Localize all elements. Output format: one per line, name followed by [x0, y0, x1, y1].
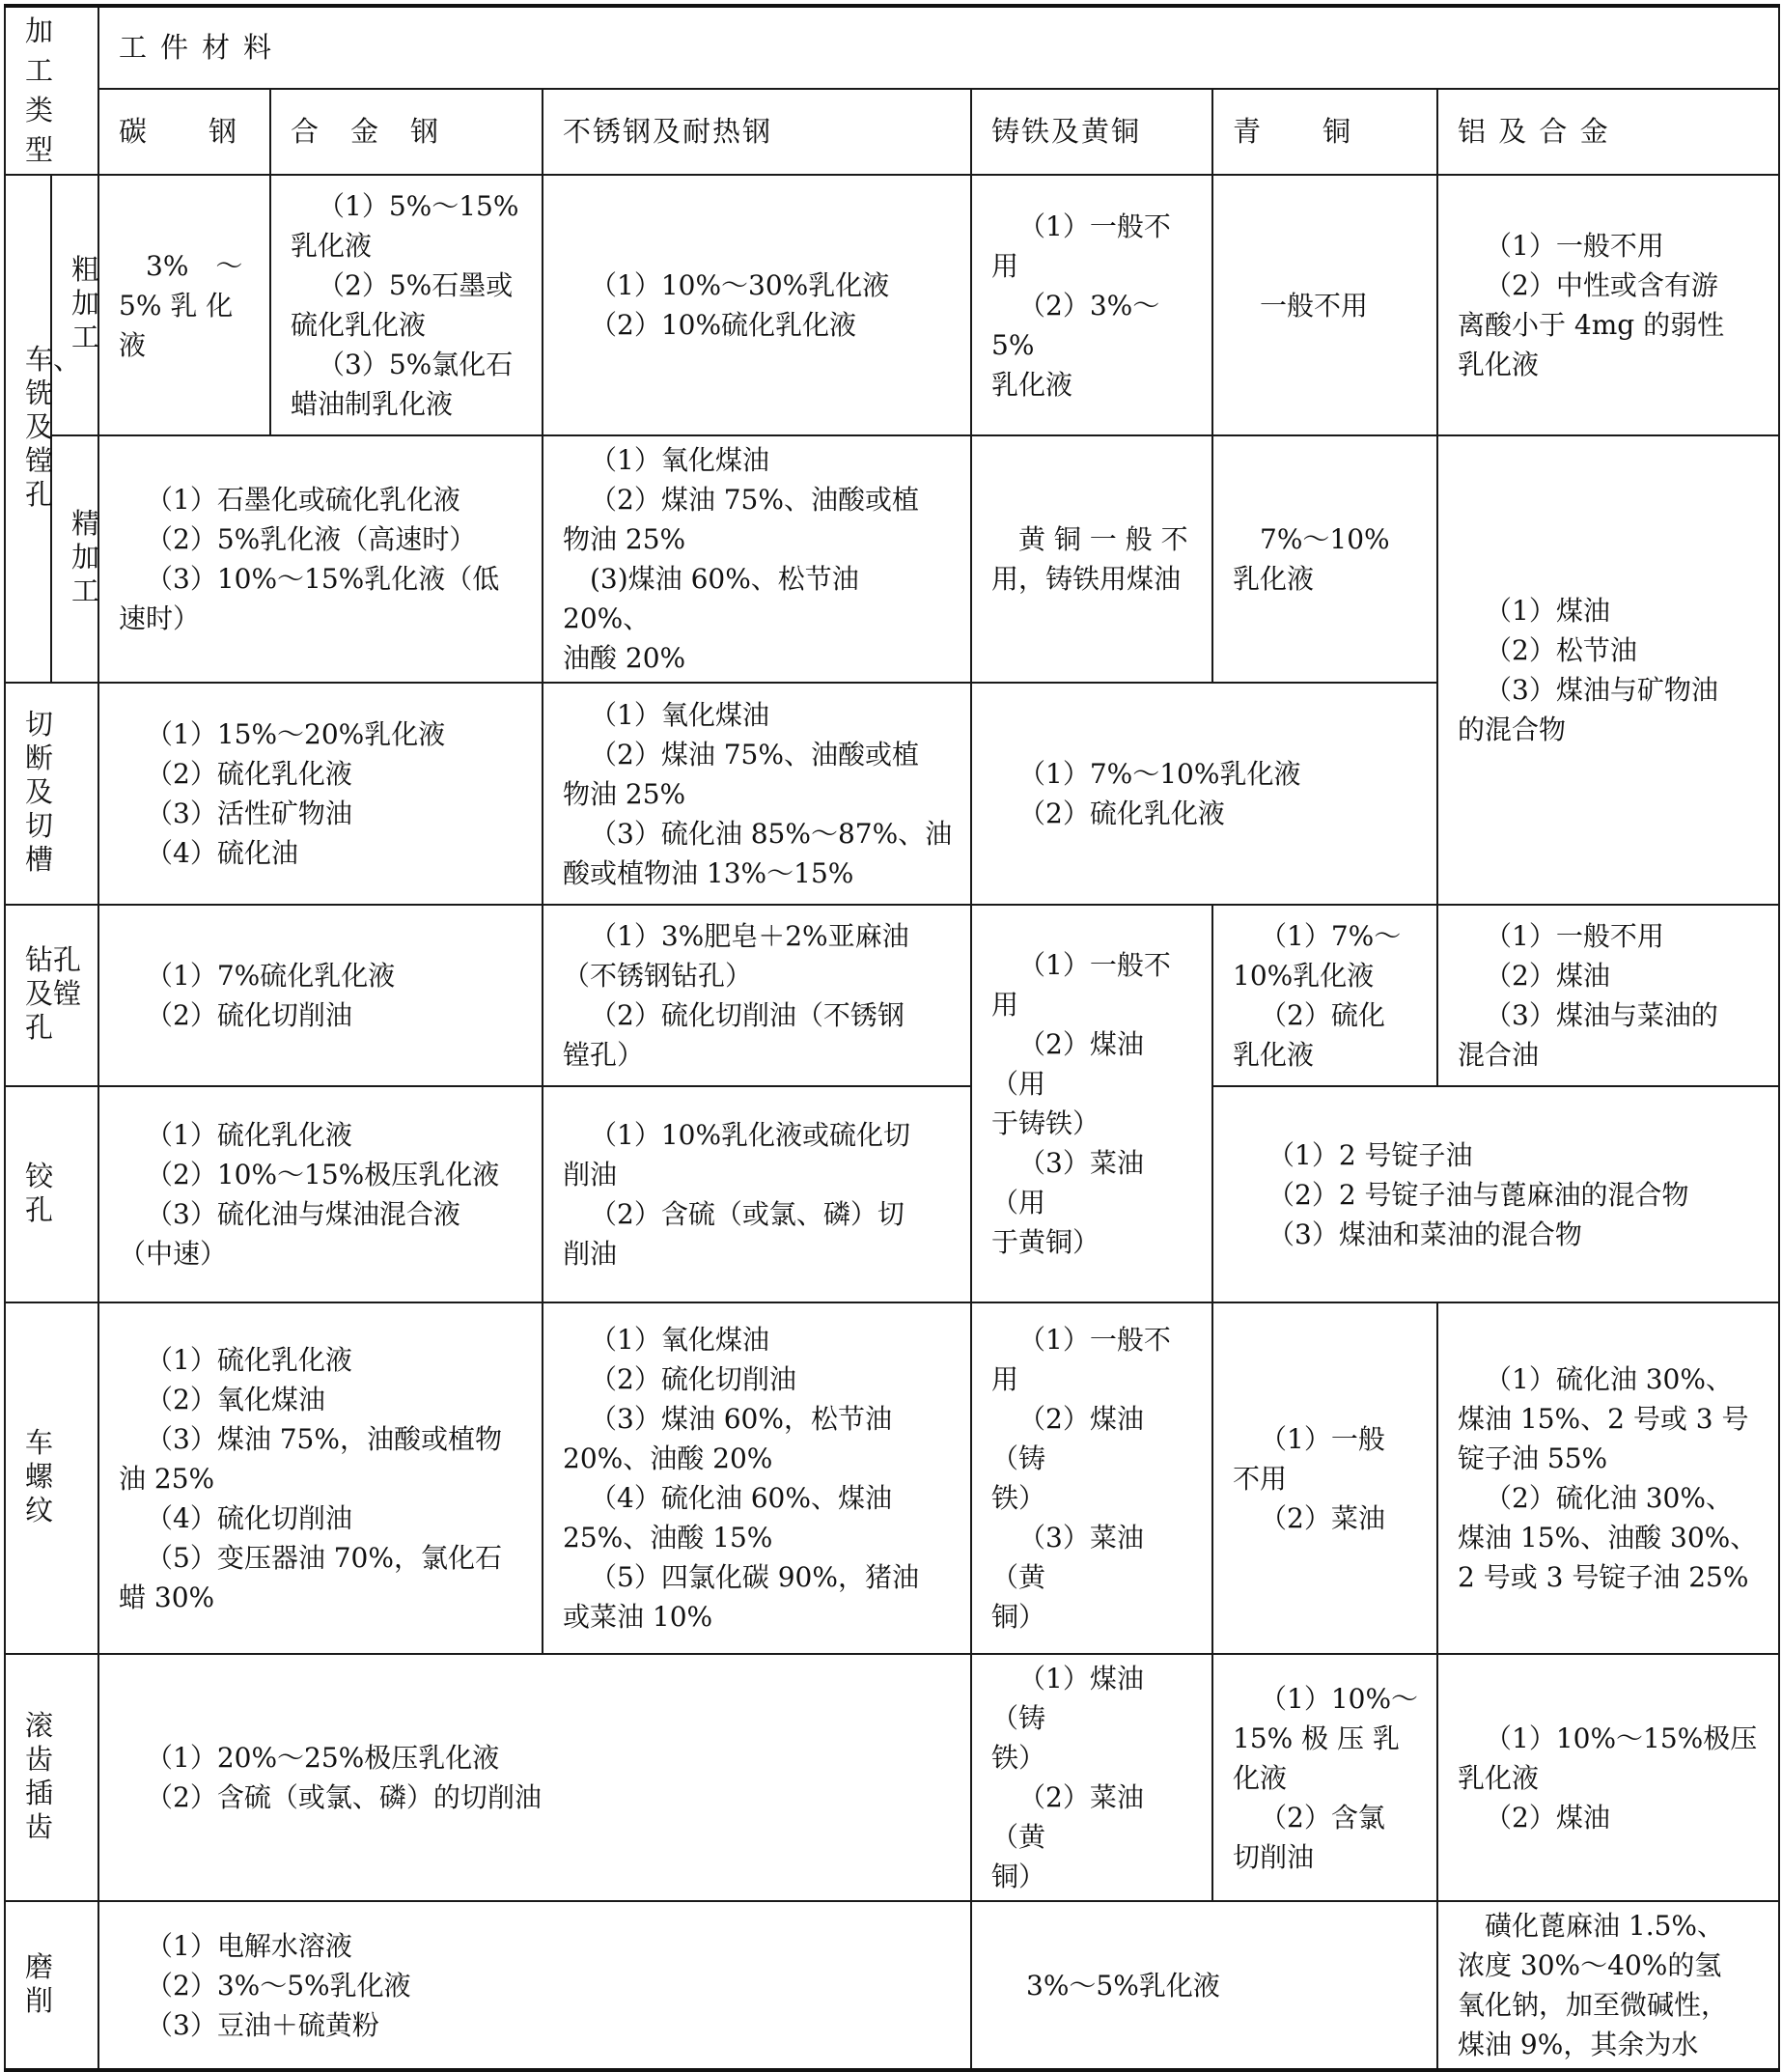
cell-drilling-stainless	[543, 905, 971, 1086]
header-line: 加 工	[25, 14, 56, 87]
cell-rough-bronze	[1212, 175, 1437, 435]
cell-line: （3）菜油（用	[991, 1147, 1144, 1218]
cell-line: （2）氧化煤油	[146, 1383, 325, 1415]
cell-line: （3）煤油与菜油的	[1485, 999, 1718, 1031]
cell-line: （1）煤油	[1485, 595, 1610, 627]
cell-line: （2）煤油 75%、油酸或植	[590, 484, 919, 516]
process-type-header	[5, 6, 98, 175]
cell-line: （1）3%肥皂＋2%亚麻油	[590, 920, 909, 952]
cell-line: （2）煤油（用	[991, 1028, 1144, 1100]
cell-line: （2）菜油	[1260, 1501, 1385, 1534]
cell-line: 煤油 15%、2 号或 3 号	[1458, 1403, 1749, 1435]
cell-line: （1）7%～	[1260, 920, 1402, 952]
cell-rough-stainless	[543, 175, 971, 435]
cell-line: （2）煤油（铸	[991, 1403, 1144, 1474]
cell-line: 蜡 30%	[119, 1581, 215, 1613]
cell-line: （2）硫化乳化液	[146, 758, 352, 790]
cell-line: （2）2 号锭子油与蓖麻油的混合物	[1267, 1178, 1689, 1211]
row-label-grinding: 磨削	[5, 1901, 98, 2070]
cell-fine-cutoff-aluminum	[1437, 435, 1779, 905]
cell-line: 物油 25%	[563, 777, 686, 810]
row-label-turning: 车、铣及镗孔	[5, 175, 51, 683]
cell-line: （1）电解水溶液	[146, 1929, 352, 1962]
cell-line: （2）煤油	[1485, 960, 1610, 992]
cell-drilling-carbon-alloy	[98, 905, 543, 1086]
cell-rough-alloy	[270, 175, 543, 435]
cell-line: 用，铸铁用煤油	[991, 563, 1182, 595]
cutting-fluid-table	[4, 4, 1780, 2072]
cell-line: （3）豆油＋硫黄粉	[146, 2008, 379, 2041]
cell-line: 硫化乳化液	[291, 309, 427, 341]
cell-line: （4）硫化油	[146, 837, 298, 869]
col-header-cast-iron-brass: 铸铁及黄铜	[971, 89, 1212, 175]
cell-line: 乳化液	[1458, 349, 1540, 380]
cell-line: （2）5%石墨或	[318, 269, 514, 301]
cell-line: （2）5%乳化液（高速时）	[146, 523, 477, 555]
cell-line: （3）煤油和菜油的混合物	[1267, 1218, 1582, 1250]
cell-line: （2）3%～5%乳化液	[146, 1969, 411, 2002]
cell-line: 削油	[563, 1159, 618, 1190]
cell-line: 乳化液	[991, 368, 1073, 401]
cell-gear-cast	[971, 1654, 1212, 1901]
cell-gear-carbon-stainless	[98, 1654, 971, 1901]
cell-fine-cast	[971, 435, 1212, 683]
cell-line: （2）硫化乳化液	[1018, 798, 1225, 829]
cell-threading-cast	[971, 1302, 1212, 1654]
cell-cutoff-stainless	[543, 683, 971, 905]
row-label-reaming: 铰孔	[5, 1086, 98, 1302]
cell-line: （4）硫化油 60%、煤油	[590, 1482, 892, 1514]
cell-line: （1）10%乳化液或硫化切	[590, 1119, 911, 1151]
cell-line: （1）硫化油 30%、	[1485, 1363, 1733, 1395]
cell-line: 15% 极 压 乳	[1233, 1722, 1400, 1754]
row-label-drilling: 钻孔及镗孔	[5, 905, 98, 1086]
cell-reaming-stainless	[543, 1086, 971, 1302]
cell-line: （1）7%硫化乳化液	[146, 960, 396, 992]
cell-cutoff-carbon-alloy	[98, 683, 543, 905]
cell-line: （中速）	[119, 1238, 228, 1270]
cell-line: （1）一般不	[1018, 949, 1171, 981]
cell-line: （5）变压器油 70%，氯化石	[146, 1541, 502, 1574]
cell-line: （1）15%～20%乳化液	[146, 718, 446, 750]
cell-line: 一般不用	[1260, 289, 1369, 322]
cell-line: （2）10%硫化乳化液	[590, 309, 857, 341]
cell-line: 离酸小于 4mg 的弱性	[1458, 309, 1725, 341]
cell-line: （1）2 号锭子油	[1267, 1138, 1473, 1171]
cell-line: 的混合物	[1458, 714, 1567, 745]
cell-line: （2）含硫（或氯、磷）切	[590, 1198, 905, 1230]
cell-line: 化液	[1233, 1761, 1288, 1794]
cell-grinding-carbon-stainless	[98, 1901, 971, 2070]
cell-line: （3）活性矿物油	[146, 798, 352, 829]
cell-line: 乳化液	[1233, 1039, 1315, 1071]
cell-line: （1）硫化乳化液	[146, 1119, 352, 1151]
cell-line: （3）煤油 60%，松节油	[590, 1403, 892, 1435]
cell-fine-stainless	[543, 435, 971, 683]
cell-line: （5）四氯化碳 90%，猪油	[590, 1561, 919, 1593]
cell-fine-carbon-alloy	[98, 435, 543, 683]
cell-line: 2 号或 3 号锭子油 25%	[1458, 1561, 1749, 1593]
cell-line: （3）5%氯化石	[318, 349, 514, 380]
cell-line: 25%、油酸 15%	[563, 1522, 773, 1554]
cell-reaming-bronze-aluminum	[1212, 1086, 1779, 1302]
cell-threading-stainless	[543, 1302, 971, 1654]
row-label-cutoff: 切断及切槽	[5, 683, 98, 905]
col-header-stainless-steel: 不锈钢及耐热钢	[543, 89, 971, 175]
cell-line: 不用	[1233, 1462, 1288, 1495]
cell-line: （2）含硫（或氯、磷）的切削油	[146, 1781, 542, 1813]
col-header-carbon-steel: 碳 钢	[98, 89, 270, 175]
cell-rough-carbon	[98, 175, 270, 435]
cell-rough-cast	[971, 175, 1212, 435]
cell-reaming-carbon-alloy	[98, 1086, 543, 1302]
cell-grinding-aluminum	[1437, 1901, 1779, 2070]
cell-line: （2）中性或含有游	[1485, 269, 1718, 301]
cell-line: 混合油	[1458, 1039, 1540, 1071]
cell-line: （不锈钢钻孔）	[563, 960, 753, 992]
cell-line: 20%、油酸 20%	[563, 1442, 773, 1474]
cell-line: 于黄铜）	[991, 1226, 1100, 1258]
cell-line: （4）硫化切削油	[146, 1501, 352, 1534]
cell-line: 镗孔）	[563, 1039, 645, 1071]
cell-line: 或菜油 10%	[563, 1601, 713, 1633]
cell-line: （2）煤油	[1485, 1801, 1610, 1834]
row-sublabel-fine: 精加工	[51, 435, 98, 683]
cell-line: （2）菜油（黄	[991, 1781, 1144, 1853]
cell-line: （2）松节油	[1485, 634, 1637, 666]
cell-line: （1）一般	[1260, 1422, 1385, 1455]
cell-fine-bronze	[1212, 435, 1437, 683]
cell-line: 黄 铜 一 般 不	[1018, 523, 1188, 555]
cell-line: 铜）	[991, 1601, 1046, 1633]
cell-gear-aluminum	[1437, 1654, 1779, 1901]
cell-line: (3)煤油 60%、松节油 20%、	[563, 563, 859, 634]
cell-drilling-bronze	[1212, 905, 1437, 1086]
cell-threading-aluminum	[1437, 1302, 1779, 1654]
cell-threading-carbon-alloy	[98, 1302, 543, 1654]
cell-line: 铁）	[991, 1482, 1046, 1514]
cell-line: （1）煤油（铸	[991, 1663, 1144, 1734]
cell-line: 酸或植物油 13%～15%	[563, 856, 854, 889]
cell-line: 煤油 15%、油酸 30%、	[1458, 1522, 1758, 1554]
cell-line: （1）5%～15%	[318, 190, 519, 222]
cell-line: （3）硫化油与煤油混合液	[146, 1198, 460, 1230]
cell-line: 3% ～	[146, 249, 243, 282]
cell-grinding-cast-bronze	[971, 1901, 1437, 2070]
col-header-bronze: 青 铜	[1212, 89, 1437, 175]
cell-gear-bronze	[1212, 1654, 1437, 1901]
cell-line: （1）一般不用	[991, 1324, 1171, 1395]
cell-line: 铁）	[991, 1742, 1046, 1774]
cell-line: （1）7%～10%乳化液	[1018, 758, 1301, 790]
cell-line: 油酸 20%	[563, 642, 686, 674]
cell-cutoff-cast-bronze	[971, 683, 1437, 905]
cell-drilling-aluminum	[1437, 905, 1779, 1086]
cell-line: （1）10%～30%乳化液	[590, 269, 890, 301]
cell-line: 7%～10%	[1260, 523, 1390, 555]
cell-line: （1）氧化煤油	[590, 1324, 769, 1356]
cell-line: 5% 乳 化	[119, 289, 234, 322]
cell-line: 于铸铁）	[991, 1107, 1100, 1139]
cell-line: （2）硫化切削油（不锈钢	[590, 999, 905, 1031]
row-label-threading: 车螺纹	[5, 1302, 98, 1654]
cell-line: （2）硫化	[1260, 999, 1385, 1031]
cell-line: （3）10%～15%乳化液（低	[146, 563, 500, 595]
cell-line: （1）10%～15%极压	[1485, 1722, 1758, 1754]
cell-line: 油 25%	[119, 1462, 215, 1495]
cell-line: 氧化钠，加至微碱性，	[1458, 1989, 1729, 2021]
workpiece-material-header: 工件材料	[98, 6, 1779, 89]
col-header-alloy-steel: 合 金 钢	[270, 89, 543, 175]
cell-line: 蜡油制乳化液	[291, 388, 454, 420]
cell-line: 削油	[563, 1238, 618, 1270]
header-line: 类 型	[25, 94, 56, 166]
cell-line: （2）含氯	[1260, 1801, 1385, 1834]
cell-line: （3）硫化油 85%～87%、油	[590, 817, 953, 850]
cell-line: （2）硫化切削油	[590, 1363, 796, 1395]
cell-line: 速时）	[119, 602, 201, 634]
cell-line: 浓度 30%～40%的氢	[1458, 1949, 1722, 1981]
cell-drilling-reaming-cast	[971, 905, 1212, 1302]
cell-line: （3）菜油（黄	[991, 1522, 1144, 1593]
cell-line: （2）10%～15%极压乳化液	[146, 1159, 500, 1190]
cell-line: 物油 25%	[563, 523, 686, 555]
cell-line: （1）氧化煤油	[590, 698, 769, 731]
cell-line: 液	[119, 328, 147, 361]
cell-line: （1）石墨化或硫化乳化液	[146, 484, 460, 516]
cell-line: 铜）	[991, 1861, 1046, 1892]
cell-line: 3%～5%乳化液	[1026, 1969, 1220, 2002]
cell-line: （3）煤油 75%，油酸或植物	[146, 1422, 502, 1455]
cell-line: 磺化蓖麻油 1.5%、	[1485, 1910, 1725, 1942]
cell-line: 锭子油 55%	[1458, 1442, 1608, 1474]
row-label-gear-cutting: 滚齿插齿	[5, 1654, 98, 1901]
cell-line: （1）氧化煤油	[590, 444, 769, 476]
cell-line: （1）一般不用	[991, 210, 1171, 282]
cell-line: （2）3%～5%	[991, 289, 1160, 361]
cell-line: （2）煤油 75%、油酸或植	[590, 738, 919, 770]
cell-line: 乳化液	[1233, 563, 1315, 595]
col-header-aluminum: 铝 及 合 金	[1437, 89, 1779, 175]
cell-line: （1）20%～25%极压乳化液	[146, 1742, 500, 1774]
cell-line: 乳化液	[291, 230, 373, 262]
cell-line: 乳化液	[1458, 1761, 1540, 1794]
cell-rough-aluminum	[1437, 175, 1779, 435]
cell-line: （2）硫化油 30%、	[1485, 1482, 1733, 1514]
cell-line: 切削油	[1233, 1840, 1315, 1873]
cell-line: （3）煤油与矿物油	[1485, 674, 1718, 706]
cell-line: 10%乳化液	[1233, 960, 1375, 992]
cell-line: （1）一般不用	[1485, 230, 1664, 262]
cell-line: （1）一般不用	[1485, 920, 1664, 952]
row-sublabel-rough: 粗加工	[51, 175, 98, 435]
cell-line: （1）硫化乳化液	[146, 1343, 352, 1376]
cell-line: 用	[991, 989, 1019, 1021]
cell-line: （1）10%～	[1260, 1682, 1419, 1715]
cell-threading-bronze	[1212, 1302, 1437, 1654]
cell-line: 煤油 9%，其余为水	[1458, 2029, 1699, 2060]
cell-line: （2）硫化切削油	[146, 999, 352, 1031]
